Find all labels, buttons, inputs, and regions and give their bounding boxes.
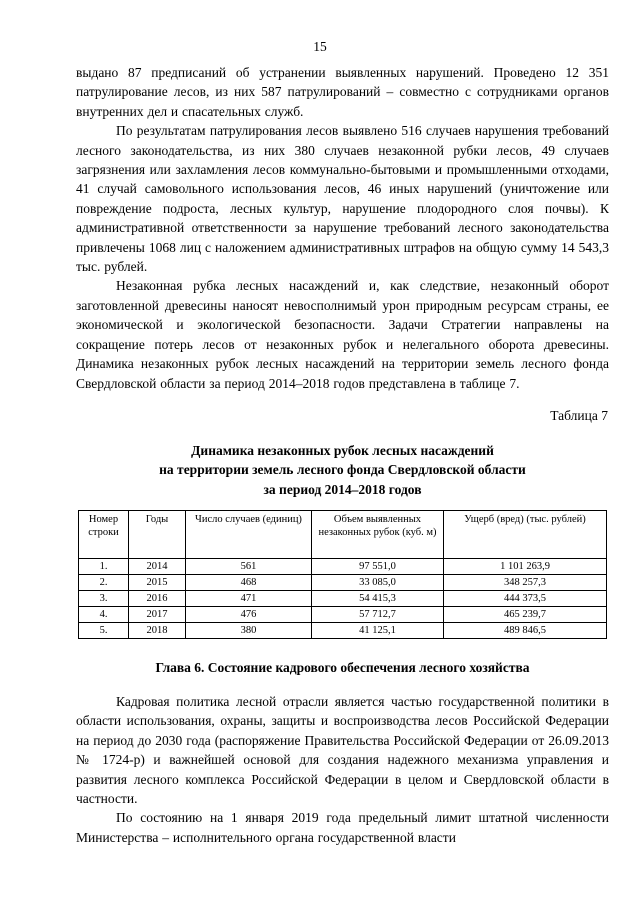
table-cell: 54 415,3 [312,591,444,607]
paragraph: Незаконная рубка лесных насаждений и, как следствие, незаконный оборот заготовленной древесины наносят невосполнимый урон природным ресурсам страны, ее экономической и экологической безопасности. Задачи Стратегии направлены на сокращение потерь лесов от незаконных рубок и нелегального оборота древесины. Динамика незаконных рубок лесных насаждений на территории земель лесного фонда Свердловской области за период 2014–2018 годов представлена в таблице 7. [76,278,609,391]
paragraph: Кадровая политика лесной отрасли является частью государственной политики в области использования, охраны, защиты и воспроизводства лесов Российской Федерации на период до 2030 года (распоряжение Правительства Российской Федерации от 26.09.2013 № 1724-р) и важнейшей основой для создания надежного механизма управления и развития лесного комплекса Российской Федерации в целом и Свердловской области в частности. [76,694,609,807]
table-cell: 444 373,5 [444,591,607,607]
table-cell: 2014 [129,559,186,575]
table-cell: 97 551,0 [312,559,444,575]
table-header-row [79,511,607,559]
table-cell: 1 101 263,9 [444,559,607,575]
table-title-line: за период 2014–2018 годов [263,481,422,497]
paragraph: По состоянию на 1 января 2019 года предельный лимит штатной численности Министерства – исполнительного органа государственной власти [76,810,609,845]
body-text-bottom [76,692,609,847]
table-cell: 57 712,7 [312,607,444,623]
table-cell: 348 257,3 [444,575,607,591]
table-row [79,575,607,591]
paragraph: выдано 87 предписаний об устранении выявленных нарушений. Проведено 12 351 патрулирование лесов, из них 587 патрулирований – совместно с сотрудниками органов внутренних дел и спасательных служб. [76,65,609,119]
table-cell: 476 [186,607,312,623]
table-title [76,441,609,499]
table-cell: 468 [186,575,312,591]
table-cell: 561 [186,559,312,575]
page-number: 15 [313,39,327,54]
column-header: Объем выявленных незаконных рубок (куб. м) [312,511,444,559]
table-cell: 4. [79,607,129,623]
table-cell: 489 846,5 [444,623,607,639]
paragraph: По результатам патрулирования лесов выявлено 516 случаев нарушения требований лесного законодательства, из них 380 случаев незаконной рубки лесов, 49 случаев загрязнения или захламления лесов коммунально-бытовыми и промышленными отходами, 41 случай самовольного использования лесов, 46 иных нарушений (уничтожение или повреждение подроста, лесных культур, нарушение плодородного слоя почвы). К административной ответственности за нарушение требований лесного законодательства привлечены 1068 лиц с наложением административных штрафов на общую сумму 14 543,3 тыс. рублей. [76,123,609,275]
table-row [79,607,607,623]
chapter-title: Глава 6. Состояние кадрового обеспечения лесного хозяйства [155,660,530,675]
table-title-line: на территории земель лесного фонда Свердловской области [159,462,526,478]
table-cell: 380 [186,623,312,639]
table-cell: 465 239,7 [444,607,607,623]
table-cell: 2. [79,575,129,591]
table-cell: 1. [79,559,129,575]
table-row [79,559,607,575]
table-row [79,623,607,639]
table-cell: 471 [186,591,312,607]
data-table [78,510,607,639]
column-header: Число случаев (единиц) [186,511,312,559]
body-text-top [76,63,609,393]
table-cell: 33 085,0 [312,575,444,591]
table-label: Таблица 7 [550,408,608,423]
table-cell: 3. [79,591,129,607]
table-title-line: Динамика незаконных рубок лесных насаждений [191,443,494,458]
table-cell: 2016 [129,591,186,607]
column-header: Годы [129,511,186,559]
column-header: Номер строки [79,511,129,559]
table-cell: 41 125,1 [312,623,444,639]
column-header: Ущерб (вред) (тыс. рублей) [444,511,607,559]
table-cell: 5. [79,623,129,639]
table-cell: 2015 [129,575,186,591]
table-cell: 2017 [129,607,186,623]
table-cell: 2018 [129,623,186,639]
table-row [79,591,607,607]
